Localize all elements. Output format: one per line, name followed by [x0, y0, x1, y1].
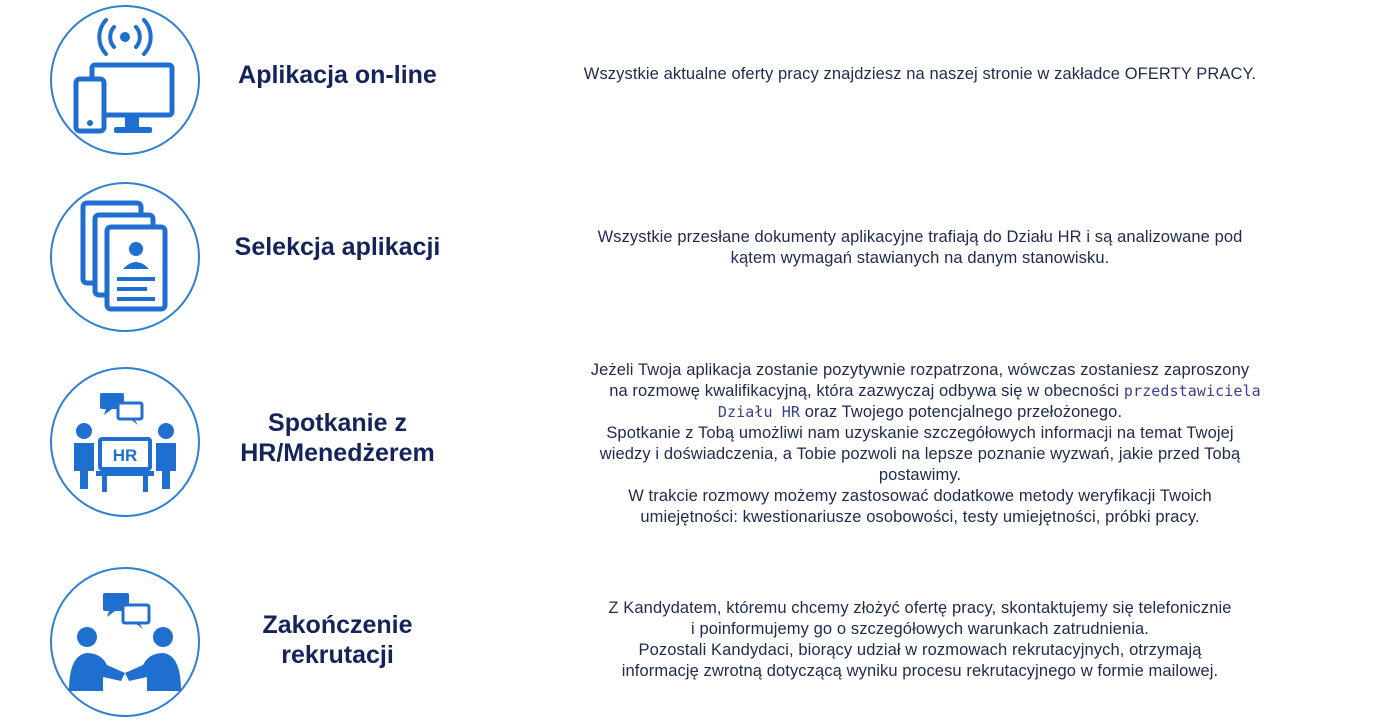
hr-meeting-icon: [50, 367, 200, 517]
step-title: Aplikacja on-line: [238, 61, 437, 89]
step-title: Spotkanie z HR/Menedżerem: [240, 409, 435, 467]
conversation-handshake-icon: [50, 567, 200, 717]
documents-icon: [50, 182, 200, 332]
step-title: Selekcja aplikacji: [234, 233, 441, 261]
step-description: Jeżeli Twoja aplikacja zostanie pozytywnie rozpatrzona, wówczas zostaniesz zaproszony na rozmowę kwalifikacyjną, która zazwyczaj odbywa się w obecności przedstawiciela Działu HR oraz Twojego potencjalnego przełożonego. Spotkanie z Tobą umożliwi nam uzyskanie szczegółowych informacji na temat Twojej wiedzy i doświadczenia, a Tobie pozwoli na lepsze poznanie wyzwań, jakie przed Tobą postawimy. W trakcie rozmowy możemy zastosować dodatkowe metody weryfikacji Twoich umiejętności: kwestionariusze osobowości, testy umiejętności, próbki pracy.: [590, 361, 1261, 526]
hr-badge-text: HR: [112, 446, 138, 465]
step-description: Wszystkie przesłane dokumenty aplikacyjne trafiają do Działu HR i są analizowane pod kątem wymagań stawianych na danym stanowisku.: [597, 228, 1243, 267]
online-devices-icon: [50, 5, 200, 155]
step-title: Zakończenie rekrutacji: [262, 611, 413, 669]
step-description: Wszystkie aktualne oferty pracy znajdziesz na naszej stronie w zakładce OFERTY PRACY.: [583, 65, 1257, 83]
step-description: Z Kandydatem, któremu chcemy złożyć ofertę pracy, skontaktujemy się telefonicznie i poinformujemy go o szczegółowych warunkach zatrudnienia. Pozostali Kandydaci, biorący udział w rozmowach rekrutacyjnych, otrzymają informację zwrotną dotyczącą wyniku procesu rekrutacyjnego w formie mailowej.: [608, 599, 1232, 680]
